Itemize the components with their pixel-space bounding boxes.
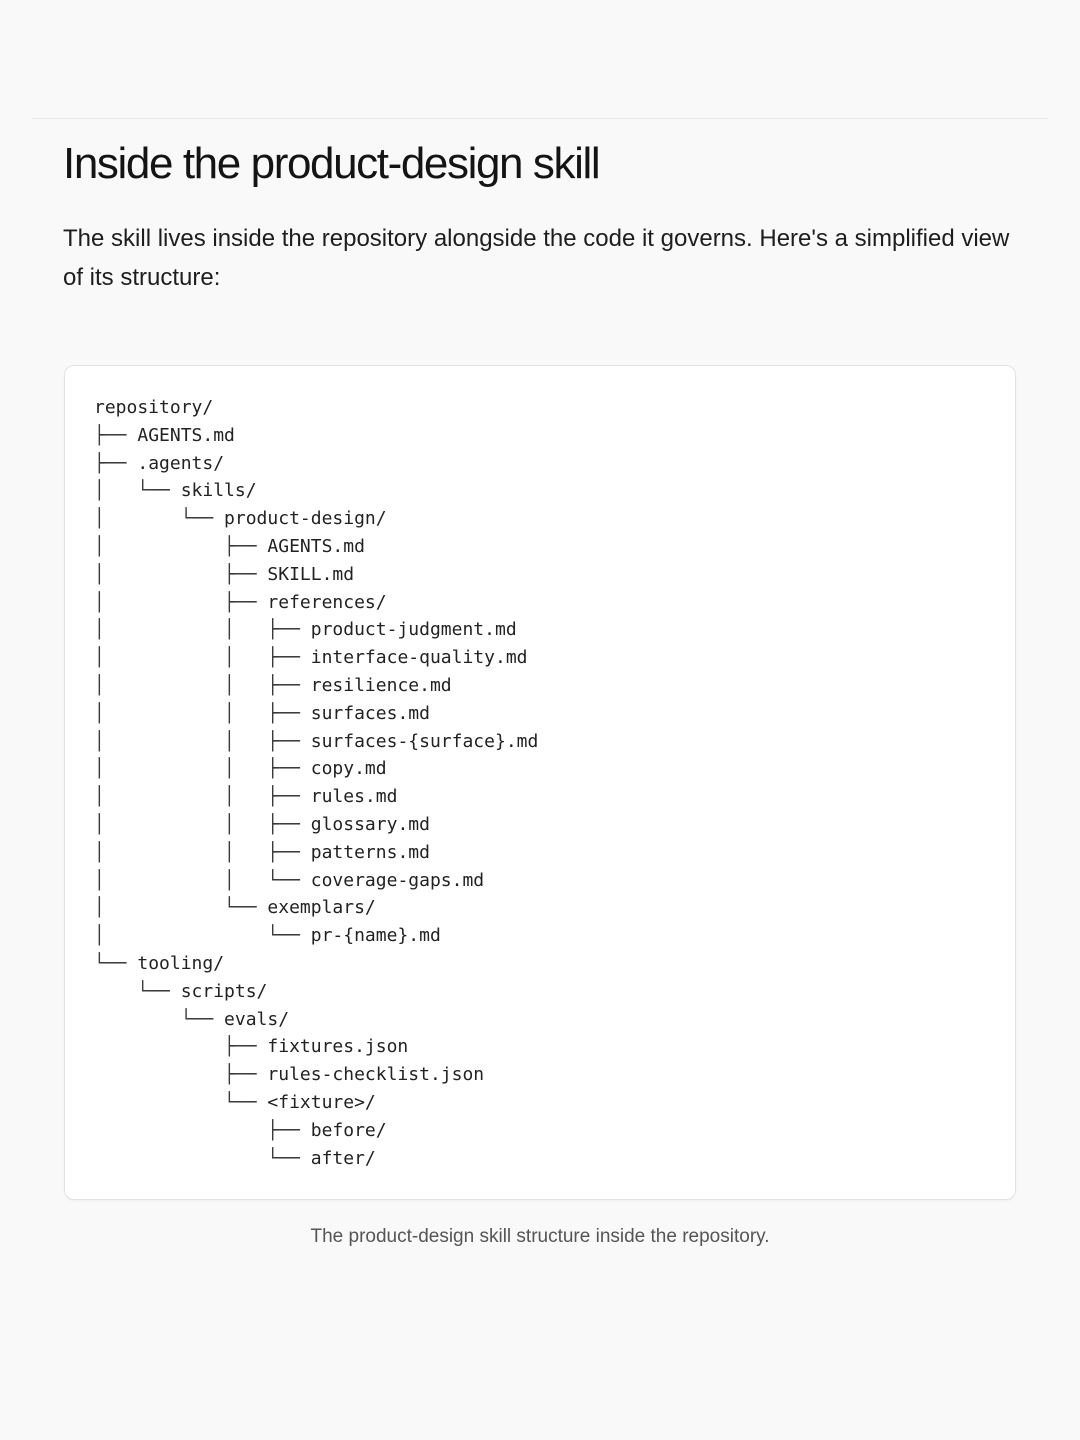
tree-folder-name: references/ [267, 591, 387, 613]
tree-line [94, 1117, 538, 1145]
tree-line [94, 394, 538, 422]
tree-file-name: fixtures.json [267, 1036, 409, 1058]
tree-folder-name: exemplars/ [267, 897, 376, 919]
tree-line [94, 783, 538, 811]
tree-branch-glyphs: ├── [94, 1064, 268, 1086]
code-block [64, 365, 1016, 1200]
tree-folder-name: evals/ [224, 1008, 290, 1030]
tree-line [94, 672, 538, 700]
tree-line [94, 1006, 538, 1034]
tree-line [94, 700, 538, 728]
tree-branch-glyphs: │ └── [94, 508, 225, 530]
figure-caption: The product-design skill structure inside the repository. [310, 1226, 770, 1247]
tree-folder-name: before/ [310, 1119, 387, 1141]
tree-branch-glyphs: │ │ ├── [94, 813, 311, 835]
tree-line [94, 561, 538, 589]
tree-line [94, 450, 538, 478]
section-title: Inside the product-design skill [63, 139, 600, 188]
tree-line [94, 589, 538, 617]
directory-tree [94, 394, 538, 1172]
tree-branch-glyphs: │ ├── [94, 591, 268, 613]
tree-line [94, 1061, 538, 1089]
tree-line [94, 533, 538, 561]
tree-line [94, 894, 538, 922]
tree-branch-glyphs: │ ├── [94, 563, 268, 585]
tree-file-name: AGENTS.md [267, 535, 365, 557]
tree-line [94, 422, 538, 450]
tree-line [94, 867, 538, 895]
tree-folder-name: repository/ [94, 397, 214, 418]
tree-line [94, 644, 538, 672]
top-divider [32, 118, 1048, 119]
tree-folder-name: <fixture>/ [267, 1091, 376, 1113]
tree-folder-name: skills/ [180, 480, 257, 502]
tree-file-name: product-judgment.md [310, 619, 517, 641]
tree-file-name: rules.md [310, 786, 398, 808]
tree-file-name: AGENTS.md [137, 424, 235, 446]
tree-folder-name: .agents/ [137, 452, 225, 474]
tree-branch-glyphs: └── [94, 1008, 225, 1030]
tree-file-name: coverage-gaps.md [310, 869, 485, 891]
tree-branch-glyphs: │ │ ├── [94, 841, 311, 863]
intro-paragraph: The skill lives inside the repository alongside the code it governs. Here's a simplified view of its structure: [63, 225, 1010, 291]
tree-branch-glyphs: └── [94, 1091, 268, 1113]
tree-folder-name: tooling/ [137, 952, 225, 974]
tree-line [94, 505, 538, 533]
tree-line [94, 755, 538, 783]
tree-branch-glyphs: │ │ └── [94, 869, 311, 891]
tree-line [94, 477, 538, 505]
tree-branch-glyphs: │ │ ├── [94, 786, 311, 808]
tree-branch-glyphs: ├── [94, 1036, 268, 1058]
tree-file-name: pr-{name}.md [310, 925, 441, 947]
tree-line [94, 922, 538, 950]
tree-file-name: copy.md [310, 758, 387, 780]
tree-branch-glyphs: │ │ ├── [94, 619, 311, 641]
tree-file-name: patterns.md [310, 841, 430, 863]
tree-branch-glyphs: ├── [94, 424, 138, 446]
tree-branch-glyphs: └── [94, 952, 138, 974]
tree-folder-name: after/ [310, 1147, 376, 1169]
tree-file-name: SKILL.md [267, 563, 355, 585]
tree-file-name: rules-checklist.json [267, 1064, 485, 1086]
tree-file-name: glossary.md [310, 813, 430, 835]
tree-line [94, 950, 538, 978]
tree-folder-name: scripts/ [180, 980, 268, 1002]
tree-line [94, 616, 538, 644]
tree-branch-glyphs: └── [94, 1147, 311, 1169]
tree-file-name: interface-quality.md [310, 647, 528, 669]
article-section [63, 138, 1023, 297]
tree-branch-glyphs: └── [94, 980, 181, 1002]
tree-line [94, 978, 538, 1006]
tree-branch-glyphs: │ │ ├── [94, 758, 311, 780]
tree-line [94, 1033, 538, 1061]
tree-file-name: surfaces-{surface}.md [310, 730, 539, 752]
tree-branch-glyphs: │ └── [94, 897, 268, 919]
tree-line [94, 1145, 538, 1173]
tree-file-name: surfaces.md [310, 702, 430, 724]
tree-branch-glyphs: │ └── [94, 480, 181, 502]
tree-branch-glyphs: │ │ ├── [94, 647, 311, 669]
tree-folder-name: product-design/ [224, 508, 387, 530]
tree-branch-glyphs: ├── [94, 452, 138, 474]
tree-branch-glyphs: │ └── [94, 925, 311, 947]
tree-line [94, 1089, 538, 1117]
tree-file-name: resilience.md [310, 674, 452, 696]
tree-branch-glyphs: │ ├── [94, 535, 268, 557]
tree-branch-glyphs: │ │ ├── [94, 730, 311, 752]
tree-branch-glyphs: │ │ ├── [94, 674, 311, 696]
tree-branch-glyphs: ├── [94, 1119, 311, 1141]
tree-line [94, 839, 538, 867]
tree-line [94, 811, 538, 839]
tree-branch-glyphs: │ │ ├── [94, 702, 311, 724]
tree-line [94, 728, 538, 756]
